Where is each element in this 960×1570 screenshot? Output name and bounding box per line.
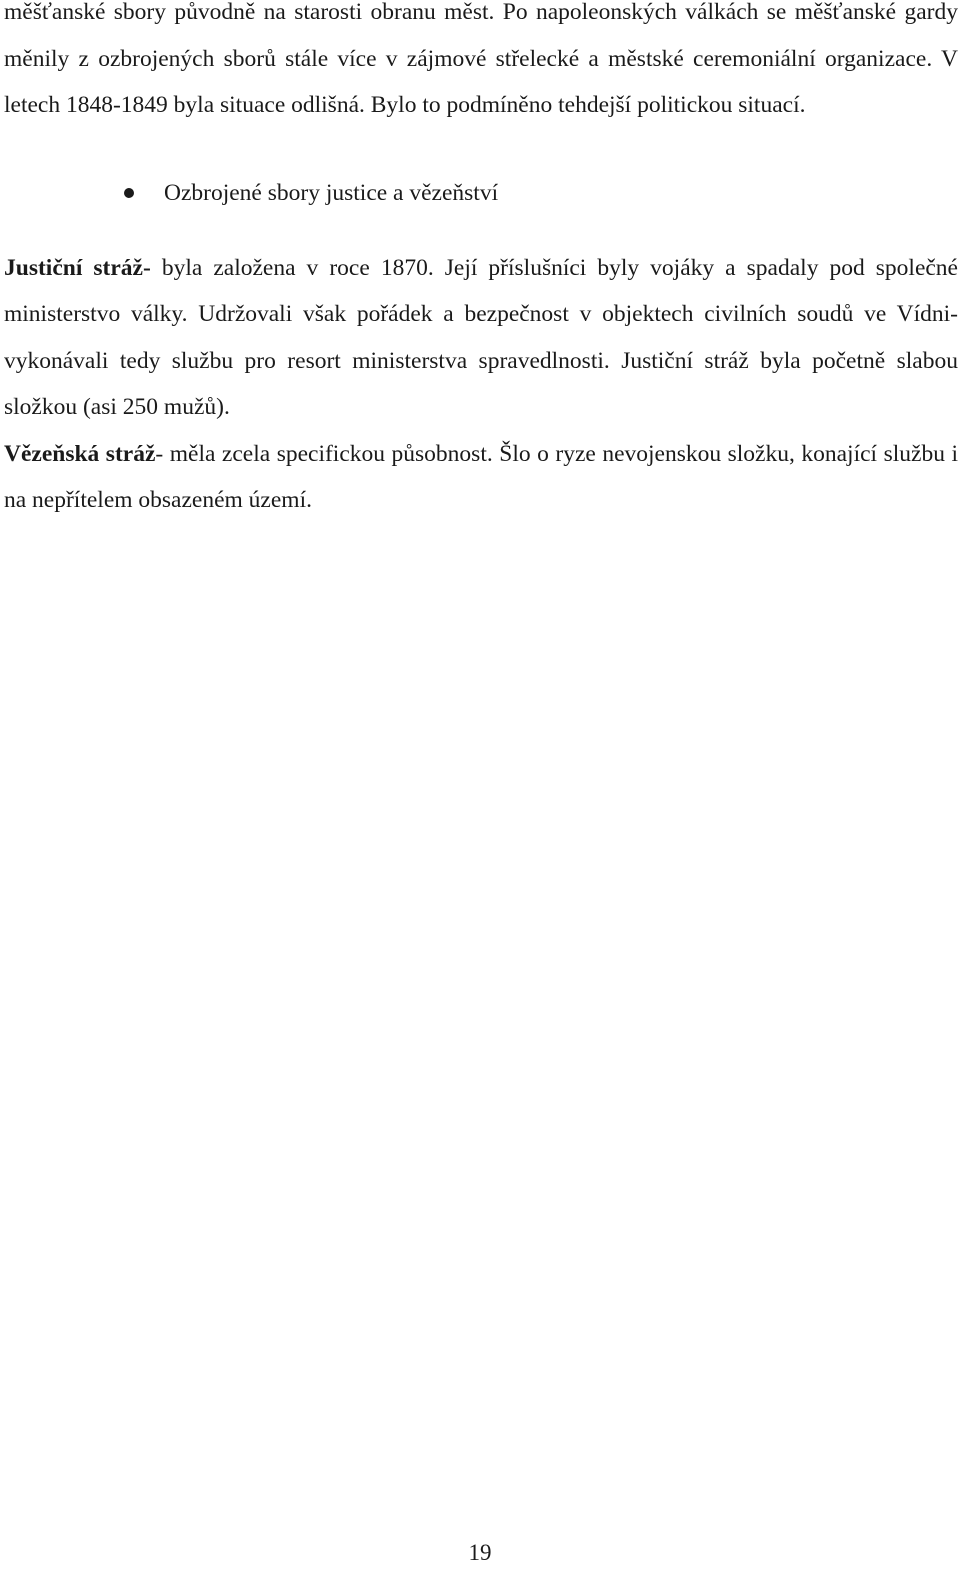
bullet-item [4,170,958,216]
prison-guard-text: - měla zcela specifickou působnost. Šlo o ryze nevojenskou složku, konající službu i na nepřítelem obsazeném území. [4,440,958,513]
justice-guard-term: Justiční stráž- [4,254,151,281]
justice-guard-paragraph [4,245,958,431]
justice-guard-text: byla založena v roce 1870. Její příslušníci byly vojáky a spadaly pod společné ministerstvo války. Udržovali však pořádek a bezpečnost v objektech civilních soudů ve Vídni-vykonávali tedy službu pro resort ministerstva spravedlnosti. Justiční stráž byla početně slabou složkou (asi 250 mužů). [4,254,958,420]
page-number: 19 [468,1540,492,1565]
document-page [4,0,958,524]
bullet-dot-icon [124,188,134,198]
bullet-heading: Ozbrojené sbory justice a vězeňství [164,179,499,206]
prison-guard-paragraph [4,431,958,524]
intro-paragraph: měšťanské sbory původně na starosti obranu měst. Po napoleonských válkách se měšťanské gardy měnily z ozbrojených sborů stále více v zájmové střelecké a městské ceremoniální organizace. V letech 1848-1849 byla situace odlišná. Bylo to podmíněno tehdejší politickou situací. [4,0,958,118]
prison-guard-term: Vězeňská stráž [4,440,156,467]
